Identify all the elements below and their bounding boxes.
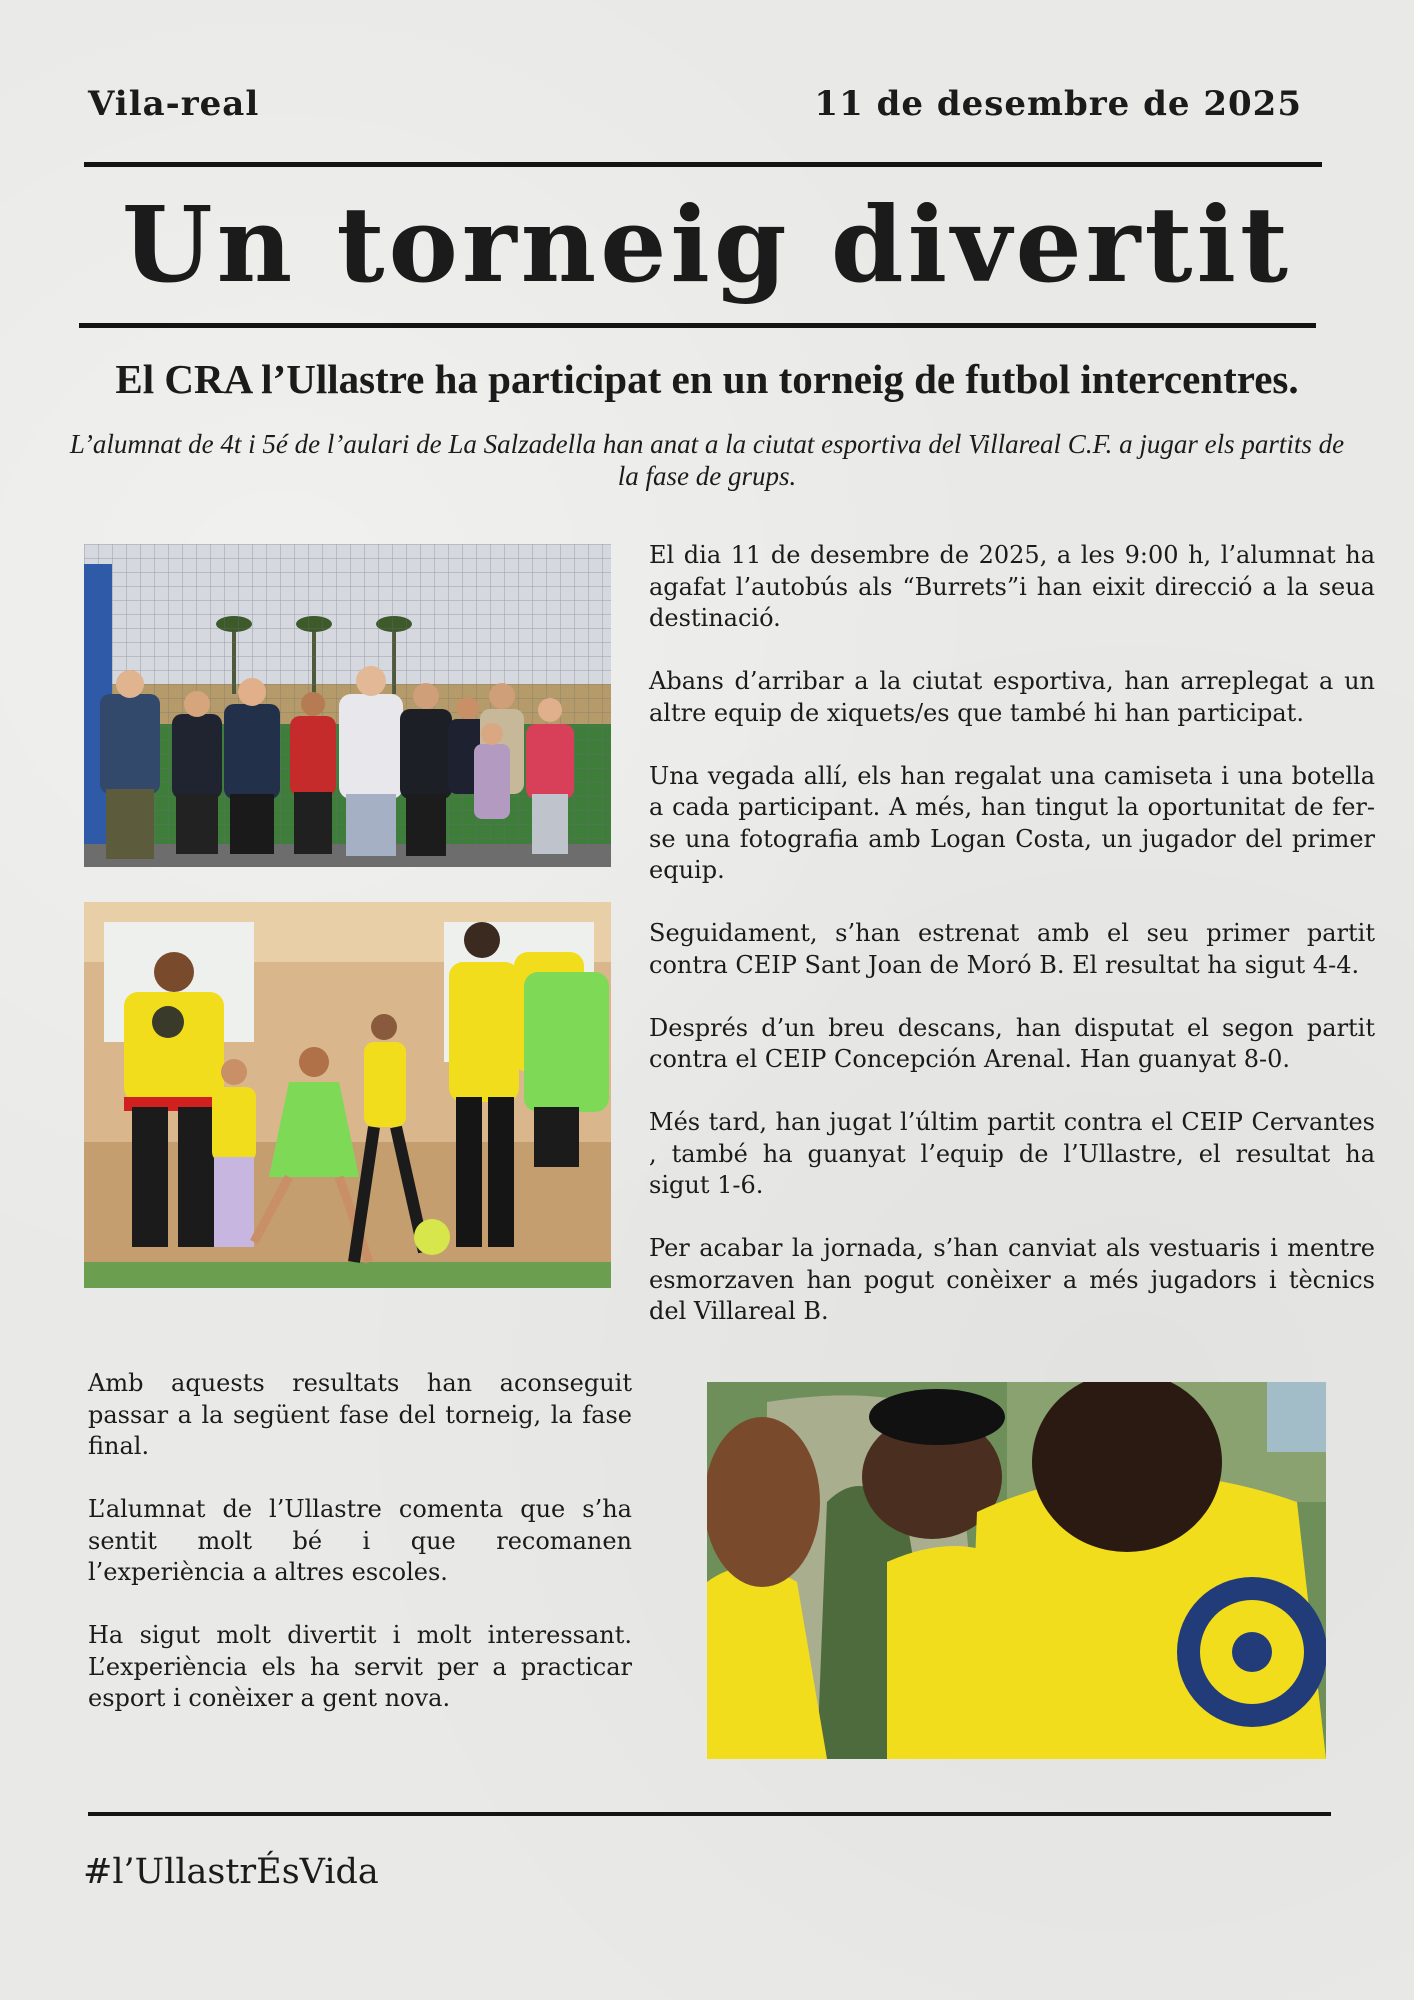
paragraph: Una vegada allí, els han regalat una camiseta i una botella a cada participant. A més, han tingut la oportunitat de fer-se una fotografia amb Logan Costa, un jugador del primer equip. (649, 761, 1375, 884)
paragraph: El dia 11 de desembre de 2025, a les 9:00 h, l’alumnat ha agafat l’autobús als “Burrets”i han eixit direcció a la seua destinació. (649, 541, 1375, 632)
footer-rule (88, 1812, 1331, 1816)
paragraph: Amb aquests resultats han aconseguit passar a la següent fase del torneig, la fase final. (88, 1369, 632, 1460)
paragraph: Seguidament, s’han estrenat amb el seu primer partit contra CEIP Sant Joan de Moró B. El resultat ha sigut 4-4. (649, 919, 1375, 979)
dateline-place: Vila-real (88, 84, 260, 124)
group-photo (84, 544, 611, 867)
masthead-top-rule (84, 162, 1322, 167)
player-photo (707, 1382, 1326, 1759)
hashtag: #l’UllastrÉsVida (83, 1852, 379, 1892)
article-body-left (88, 1368, 632, 1746)
article-body-right (649, 540, 1375, 1359)
paragraph: Després d’un breu descans, han disputat el segon partit contra el CEIP Concepción Arenal. Han guanyat 8-0. (649, 1013, 1375, 1073)
paragraph: L’alumnat de l’Ullastre comenta que s’ha sentit molt bé i que recomanen l’experiència a altres escoles. (88, 1495, 632, 1586)
masthead-bottom-rule (79, 323, 1316, 328)
match-photo (84, 902, 611, 1288)
paragraph: Més tard, han jugat l’últim partit contra el CEIP Cervantes , també ha guanyat l’equip de l’Ullastre, el resultat ha sigut 1-6. (649, 1108, 1375, 1199)
paragraph: Per acabar la jornada, s’han canviat als vestuaris i mentre esmorzaven han pogut conèixer a més jugadors i tècnics del Villareal B. (649, 1234, 1375, 1325)
paragraph: Abans d’arribar a la ciutat esportiva, han arreplegat a un altre equip de xiquets/es que també hi han participat. (649, 667, 1375, 727)
page-title: Un torneig divertit (121, 183, 1293, 306)
subheadline: L’alumnat de 4t i 5é de l’aulari de La Salzadella han anat a la ciutat esportiva del Villareal C.F. a jugar els partits de la fase de grups. (69, 429, 1345, 491)
headline: El CRA l’Ullastre ha participat en un torneig de futbol intercentres. (115, 356, 1299, 402)
dateline-date: 11 de desembre de 2025 (814, 84, 1302, 124)
paragraph: Ha sigut molt divertit i molt interessant. L’experiència els ha servit per a practicar esport i conèixer a gent nova. (88, 1621, 632, 1712)
